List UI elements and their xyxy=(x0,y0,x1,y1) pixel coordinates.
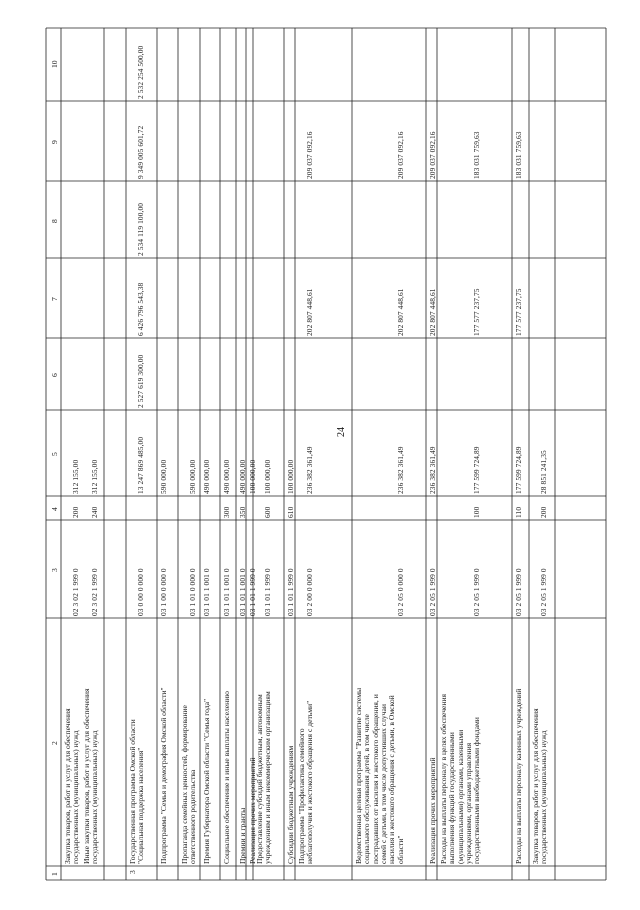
row-code: 03 1 01 1 999 0 xyxy=(263,568,273,616)
row-name-line: Социальное обеспечение и иные выплаты населению xyxy=(222,691,231,864)
row-expense-type: 300 xyxy=(222,506,231,518)
row-name-line: Пропаганда семейных ценностей, формирование xyxy=(180,705,189,864)
row-name-line: Подпрограмма "Семья и демография Омской области" xyxy=(159,687,168,864)
row-value-col5: 28 851 241,35 xyxy=(539,450,549,494)
row-value-col5: 490 000,00 xyxy=(202,459,211,494)
row-expense-type: 350 xyxy=(238,506,247,518)
row-code: 03 1 00 0 000 0 xyxy=(159,568,168,616)
row-name-line: Закупка товаров, работ и услуг для обеспечения xyxy=(531,708,540,864)
row-number: 3 xyxy=(128,870,137,874)
row-value-col7: 202 807 448,61 xyxy=(395,288,405,336)
row-value-col9: 183 031 759,63 xyxy=(514,131,523,179)
row-code: 03 1 01 1 001 0 xyxy=(222,568,231,616)
column-number-8: 8 xyxy=(50,219,59,223)
row-value-col5: 177 599 724,89 xyxy=(472,446,482,494)
row-code: 03 1 01 1 001 0 xyxy=(202,568,211,616)
row-value-col7: 177 577 237,75 xyxy=(472,288,482,336)
row-name-line: учреждениями, органами управления xyxy=(463,742,473,864)
row-code: 03 1 01 1 999 0 xyxy=(286,568,295,616)
row-name-line: Иные закупки товаров, работ и услуг для обеспечения xyxy=(82,688,91,864)
row-value-col7: 6 426 796 543,38 xyxy=(136,282,146,336)
row-code: 03 1 01 1 001 0 xyxy=(238,568,247,616)
row-code: 03 1 01 0 000 0 xyxy=(188,568,198,616)
row-value-col5: 590 000,00 xyxy=(159,459,168,494)
row-expense-type: 200 xyxy=(71,506,81,518)
column-number-1: 1 xyxy=(50,872,59,876)
row-value-col9: 209 037 092,16 xyxy=(305,131,315,179)
row-value-col7: 202 807 448,61 xyxy=(428,288,437,336)
row-name-line: ответственного родительства xyxy=(188,769,198,864)
page-number: 24 xyxy=(336,427,347,437)
row-name-line: Предоставление субсидий бюджетным, автономным xyxy=(255,694,264,864)
row-value-col10: 2 532 254 500,00 xyxy=(136,45,146,99)
row-name-line: области" xyxy=(395,835,405,864)
row-value-col5: 490 000,00 xyxy=(238,459,247,494)
row-value-col5: 236 382 361,49 xyxy=(428,446,437,494)
row-code: 03 2 05 0 000 0 xyxy=(395,568,405,616)
row-code: 03 1 01 1 999 0 xyxy=(248,568,257,616)
row-name-line: государственных (муниципальных) нужд xyxy=(90,730,100,864)
row-value-col8: 2 534 119 100,00 xyxy=(136,202,146,256)
row-value-col9: 183 031 759,63 xyxy=(472,131,482,179)
row-name-line: Расходы на выплаты персоналу в целях обеспечения xyxy=(439,693,448,864)
row-name-line: выполнения функций государственными xyxy=(447,732,457,864)
row-value-col5: 312 155,00 xyxy=(71,459,81,494)
row-name-line: государственными внебюджетными фондами xyxy=(472,717,482,864)
row-value-col7: 177 577 237,75 xyxy=(514,288,523,336)
row-value-col6: 2 527 619 300,00 xyxy=(136,354,146,408)
row-name-line: Премии и гранты xyxy=(238,807,247,864)
row-value-col5: 100 000,00 xyxy=(263,459,273,494)
row-name-line: Реализация прочих мероприятий xyxy=(248,757,257,864)
row-value-col9: 9 349 005 601,72 xyxy=(136,125,146,179)
row-name-line: Премия Губернатора Омской области "Семья года" xyxy=(202,698,211,864)
column-number-5: 5 xyxy=(50,452,59,456)
row-name-line: Закупка товаров, работ и услуг для обеспечения xyxy=(63,708,72,864)
row-code: 03 0 00 0 000 0 xyxy=(136,568,146,616)
row-name-line: Ведомственная целевая программа "Развитие системы xyxy=(354,687,363,864)
column-number-6: 6 xyxy=(50,373,59,377)
row-value-col9: 209 037 092,16 xyxy=(428,131,437,179)
row-expense-type: 240 xyxy=(90,506,100,518)
column-number-10: 10 xyxy=(50,60,59,68)
row-name-line: социального обслуживания детей, в том числе xyxy=(362,714,372,864)
row-name-line: Расходы на выплаты персоналу казенных учреждений xyxy=(514,688,523,864)
row-code: 03 2 05 1 999 0 xyxy=(514,568,523,616)
row-expense-type: 100 xyxy=(472,506,482,518)
row-name-line: (муниципальными) органами, казенными xyxy=(455,729,465,864)
column-number-7: 7 xyxy=(50,297,59,301)
row-expense-type: 200 xyxy=(539,506,549,518)
row-name-line: семей с детьми, в том числе допустивших случаи xyxy=(378,704,388,864)
row-value-col5: 236 382 361,49 xyxy=(395,446,405,494)
row-value-col5: 312 155,00 xyxy=(90,459,100,494)
row-name-line: Государственная программа Омской области xyxy=(128,719,137,864)
row-value-col5: 13 247 869 485,00 xyxy=(136,436,146,494)
column-number-4: 4 xyxy=(50,507,59,511)
row-value-col5: 100 000,00 xyxy=(286,459,295,494)
column-number-9: 9 xyxy=(50,140,59,144)
row-value-col9: 209 037 092,16 xyxy=(395,131,405,179)
row-expense-type: 110 xyxy=(514,506,523,518)
row-name-line: "Социальная поддержка населения" xyxy=(136,747,146,864)
row-code: 03 2 05 1 999 0 xyxy=(428,568,437,616)
row-name-line: насилия и жестокого обращения с детьми, в Омской xyxy=(387,695,397,864)
row-code: 02 3 02 1 999 0 xyxy=(90,568,100,616)
row-name-line: Субсидии бюджетным учреждениям xyxy=(286,745,295,864)
column-number-3: 3 xyxy=(50,568,59,572)
row-name-line: неблагополучия и жестокого обращения с детьми" xyxy=(305,700,315,864)
row-name-line: Реализация прочих мероприятий xyxy=(428,757,437,864)
row-value-col5: 100 000,00 xyxy=(248,459,257,494)
row-value-col5: 236 382 361,49 xyxy=(305,446,315,494)
row-name-line: учреждениям и иным некоммерческим организациям xyxy=(263,691,273,864)
row-code: 02 3 02 1 999 0 xyxy=(71,568,81,616)
row-value-col7: 202 807 448,61 xyxy=(305,288,315,336)
row-expense-type: 610 xyxy=(286,506,295,518)
row-expense-type: 600 xyxy=(263,506,273,518)
row-name-line: государственных (муниципальных) нужд xyxy=(539,730,549,864)
row-code: 03 2 05 1 999 0 xyxy=(539,568,549,616)
row-code: 03 2 05 1 999 0 xyxy=(472,568,482,616)
row-name-line: пострадавших от насилия и жестокого обращения, и xyxy=(370,694,380,864)
column-number-2: 2 xyxy=(50,741,59,745)
row-value-col5: 177 599 724,89 xyxy=(514,446,523,494)
row-name-line: государственных (муниципальных) нужд xyxy=(71,730,81,864)
row-code: 03 2 00 0 000 0 xyxy=(305,568,315,616)
row-value-col5: 590 000,00 xyxy=(188,459,198,494)
row-value-col5: 490 000,00 xyxy=(222,459,231,494)
row-name-line: Подпрограмма "Профилактика семейного xyxy=(297,728,306,864)
